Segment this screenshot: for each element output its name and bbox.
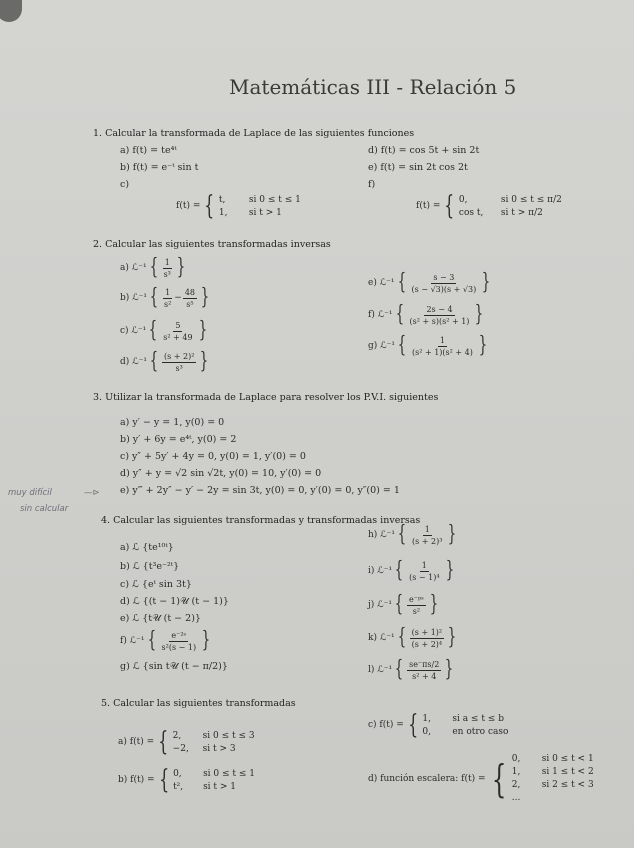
exercise-2a: a) ℒ⁻¹ { $\frac{1}{\text{s³}}$ } <box>120 255 186 280</box>
piecewise-1c-value-2: 1, <box>218 207 228 218</box>
page-edge-shadow <box>0 0 22 22</box>
piecewise-1c: f(t) = { t, si 0 ≤ t ≤ 1 1, si t > 1 <box>176 191 301 221</box>
section-4-heading: 4. Calcular las siguientes transformadas y transformadas inversas <box>101 515 421 526</box>
piecewise-1f-value-2: cos t, <box>458 207 484 218</box>
exercise-5b: b) f(t) = { 0, si 0 ≤ t ≤ 1 t², si t > 1 <box>118 765 256 795</box>
exercise-2d: d) ℒ⁻¹ { $\frac{\text{(s + 2)²}}{\text{s³}}$ } <box>120 349 209 374</box>
handwritten-note-line-2: sin calcular <box>20 504 69 514</box>
exercise-1e: e) f(t) = sin 2t cos 2t <box>368 162 468 173</box>
piecewise-1c-cond-1: si 0 ≤ t ≤ 1 <box>248 194 301 205</box>
exercise-1b: b) f(t) = e⁻ᵗ sin t <box>120 162 199 173</box>
piecewise-1c-cond-2: si t > 1 <box>248 207 282 218</box>
piecewise-1f-cond-2: si t > π/2 <box>500 207 543 218</box>
exercise-5a: a) f(t) = { 2, si 0 ≤ t ≤ 3 −2, si t > 3 <box>118 727 255 757</box>
exercise-4h: h) ℒ⁻¹ { $\frac{1}{\text{(s + 2)³}}$ } <box>368 522 457 547</box>
piecewise-1f: f(t) = { 0, si 0 ≤ t ≤ π/2 cos t, si t > π/2 <box>416 191 562 221</box>
exercise-2g: g) ℒ⁻¹ { $\frac{1}{\text{(s² + 1)(s² + 4)}}$ } <box>368 333 488 358</box>
exercise-3c: c) y″ + 5y′ + 4y = 0, y(0) = 1, y′(0) = 0 <box>120 451 306 462</box>
page-title: Matemáticas III - Relación 5 <box>229 75 517 99</box>
section-3-heading: 3. Utilizar la transformada de Laplace para resolver los P.V.I. siguientes <box>93 392 439 403</box>
exercise-4l: l) ℒ⁻¹ { $\frac{se^-\pi s/2}{\text{s² + 4}}$ } <box>368 657 454 682</box>
exercise-3d: d) y″ + y = √2 sin √2t, y(0) = 10, y′(0) = 0 <box>120 468 322 479</box>
piecewise-1c-value-1: t, <box>218 194 226 205</box>
exercise-1f-label: f) <box>368 179 376 190</box>
exercise-2c: c) ℒ⁻¹ { $\frac{5}{\text{s² + 49}}$ } <box>120 318 207 343</box>
section-5-heading: 5. Calcular las siguientes transformadas <box>101 698 296 709</box>
piecewise-1f-cond-1: si 0 ≤ t ≤ π/2 <box>500 194 562 205</box>
piecewise-1c-lhs: f(t) = <box>176 201 201 211</box>
exercise-4k: k) ℒ⁻¹ { $\frac{\text{(s + 1)²}}{\text{(s + 2)⁴}}$ } <box>368 625 457 650</box>
exercise-1a: a) f(t) = te⁴ᵗ <box>120 145 177 156</box>
exercise-2b: b) ℒ⁻¹ { $\frac{1}{\text{s²}}$ − $\frac{48}{\text{s⁵}}$ } <box>120 285 210 310</box>
exercise-4a: a) ℒ {te¹⁰ᵗ} <box>120 542 174 553</box>
handwritten-note: muy difícil <box>8 488 52 498</box>
exercise-4d: d) ℒ {(t − 1)𝒰 (t − 1)} <box>120 596 229 607</box>
exercise-3b: b) y′ + 6y = e⁴ᵗ, y(0) = 2 <box>120 434 237 445</box>
exercise-1d: d) f(t) = cos 5t + sin 2t <box>368 145 480 156</box>
exercise-2f: f) ℒ⁻¹ { $\frac{2s - 4}{\text{(s² + s)(s² + 1)}}$ } <box>368 302 484 327</box>
exercise-4c: c) ℒ {eᵗ sin 3t} <box>120 579 192 590</box>
exercise-1c-label: c) <box>120 179 130 190</box>
section-2-heading: 2. Calcular las siguientes transformadas inversas <box>93 239 331 250</box>
exercise-4f: f) ℒ⁻¹ { $\frac{\text{e⁻²ˢ}}{\text{s²(s − 1)}}$ } <box>120 628 211 653</box>
piecewise-1f-lhs: f(t) = <box>416 201 441 211</box>
exercise-4i: i) ℒ⁻¹ { $\frac{1}{\text{(s − 1)⁴}}$ } <box>368 558 454 583</box>
exercise-4b: b) ℒ {t³e⁻²ᵗ} <box>120 561 180 572</box>
piecewise-1f-value-1: 0, <box>458 194 468 205</box>
exercise-4g: g) ℒ {sin t𝒰 (t − π/2)} <box>120 661 228 672</box>
exercise-4j: j) ℒ⁻¹ { $\frac{\text{e⁻ᵖˢ}}{\text{s²}}$ } <box>368 592 439 617</box>
exercise-3e: e) y‴ + 2y″ − y′ − 2y = sin 3t, y(0) = 0, y′(0) = 0, y″(0) = 1 <box>120 485 400 496</box>
handwritten-arrow: —⊳ <box>84 488 100 498</box>
section-1-heading: 1. Calcular la transformada de Laplace de las siguientes funciones <box>93 128 415 139</box>
exercise-3a: a) y′ − y = 1, y(0) = 0 <box>120 417 225 428</box>
exercise-2e: e) ℒ⁻¹ { $\frac{s - 3}{(s - √3)(s + √3)}$ } <box>368 270 491 295</box>
exercise-5d: d) función escalera: f(t) = { 0, si 0 ≤ t < 1 1, si 1 ≤ t < 2 2, si 2 ≤ t < 3 ... <box>368 754 594 803</box>
exercise-5c: c) f(t) = { 1, si a ≤ t ≤ b 0, en otro caso <box>368 710 509 740</box>
exercise-4e: e) ℒ {t𝒰 (t − 2)} <box>120 613 201 624</box>
